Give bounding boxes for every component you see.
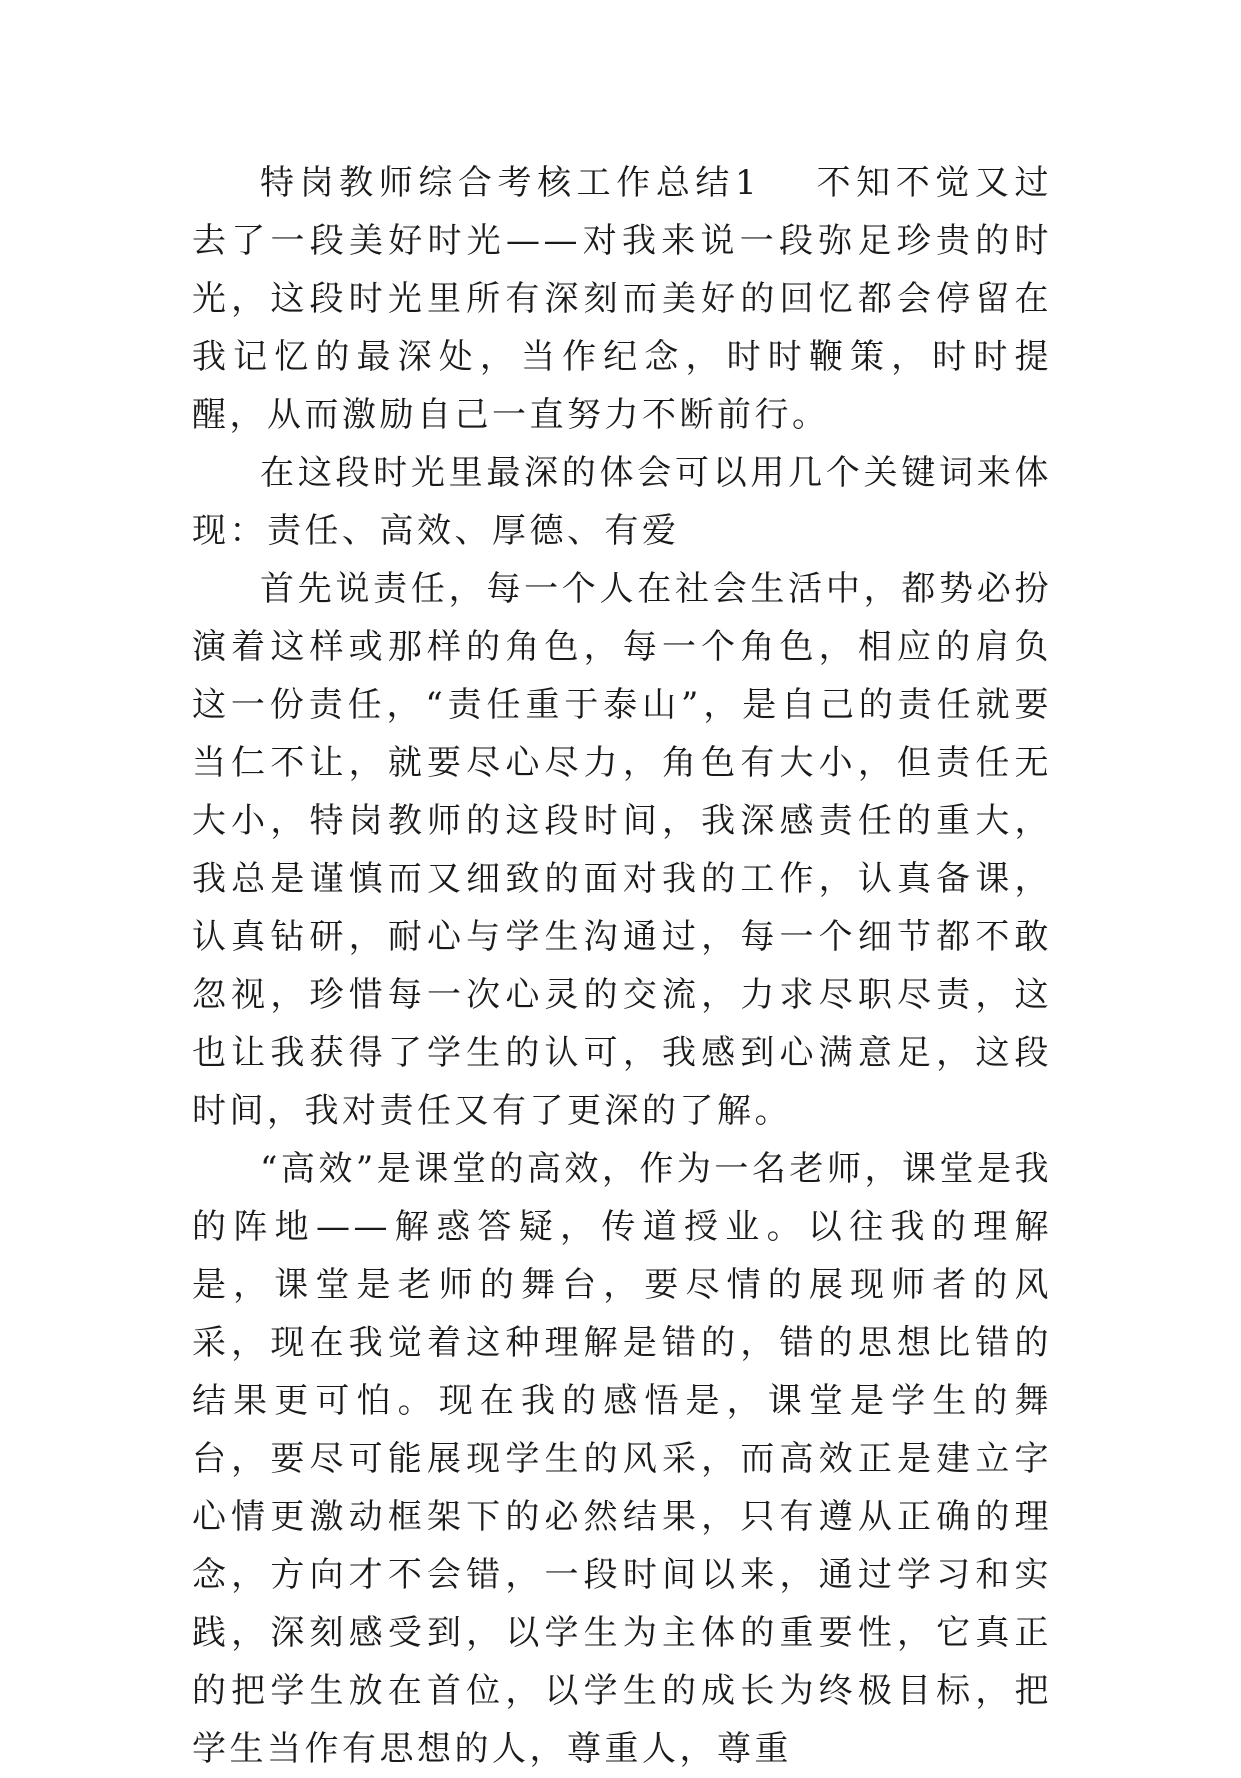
paragraph-text: 不知不觉又过去了一段美好时光——对我来说一段弥足珍贵的时光，这段时光里所有深刻而美好的回忆都会停留在我记忆的最深处，当作纪念，时时鞭策，时时提醒，从而激励自己一直努力不断前行。 bbox=[192, 163, 1053, 435]
efficiency-paragraph bbox=[192, 1140, 1052, 1778]
paragraph-text: 在这段时光里最深的体会可以用几个关键词来体现：责任、高效、厚德、有爱 bbox=[192, 453, 1052, 551]
document-body bbox=[192, 154, 1052, 1778]
paragraph-text: “高效”是课堂的高效，作为一名老师，课堂是我的阵地——解惑答疑，传道授业。以往我的理解是，课堂是老师的舞台，要尽情的展现师者的风采，现在我觉着这种理解是错的，错的思想比错的结果更可怕。现在我的感悟是，课堂是学生的舞台，要尽可能展现学生的风采，而高效正是建立字心情更激动框架下的必然结果，只有遵从正确的理念，方向才不会错，一段时间以来，通过学习和实践，深刻感受到，以学生为主体的重要性，它真正的把学生放在首位，以学生的成长为终极目标，把学生当作有思想的人，尊重人，尊重 bbox=[192, 1149, 1052, 1769]
paragraph-text: 首先说责任，每一个人在社会生活中，都势必扮演着这样或那样的角色，每一个角色，相应的肩负这一份责任，“责任重于泰山”，是自己的责任就要当仁不让，就要尽心尽力，角色有大小，但责任无大小，特岗教师的这段时间，我深感责任的重大，我总是谨慎而又细致的面对我的工作，认真备课，认真钻研，耐心与学生沟通过，每一个细节都不敢忽视，珍惜每一次心灵的交流，力求尽职尽责，这也让我获得了学生的认可，我感到心满意足，这段时间，我对责任又有了更深的了解。 bbox=[192, 569, 1052, 1131]
keywords-paragraph bbox=[192, 444, 1052, 560]
responsibility-paragraph bbox=[192, 560, 1052, 1140]
document-title: 特岗教师综合考核工作总结1 bbox=[260, 163, 761, 203]
intro-paragraph bbox=[192, 154, 1052, 444]
